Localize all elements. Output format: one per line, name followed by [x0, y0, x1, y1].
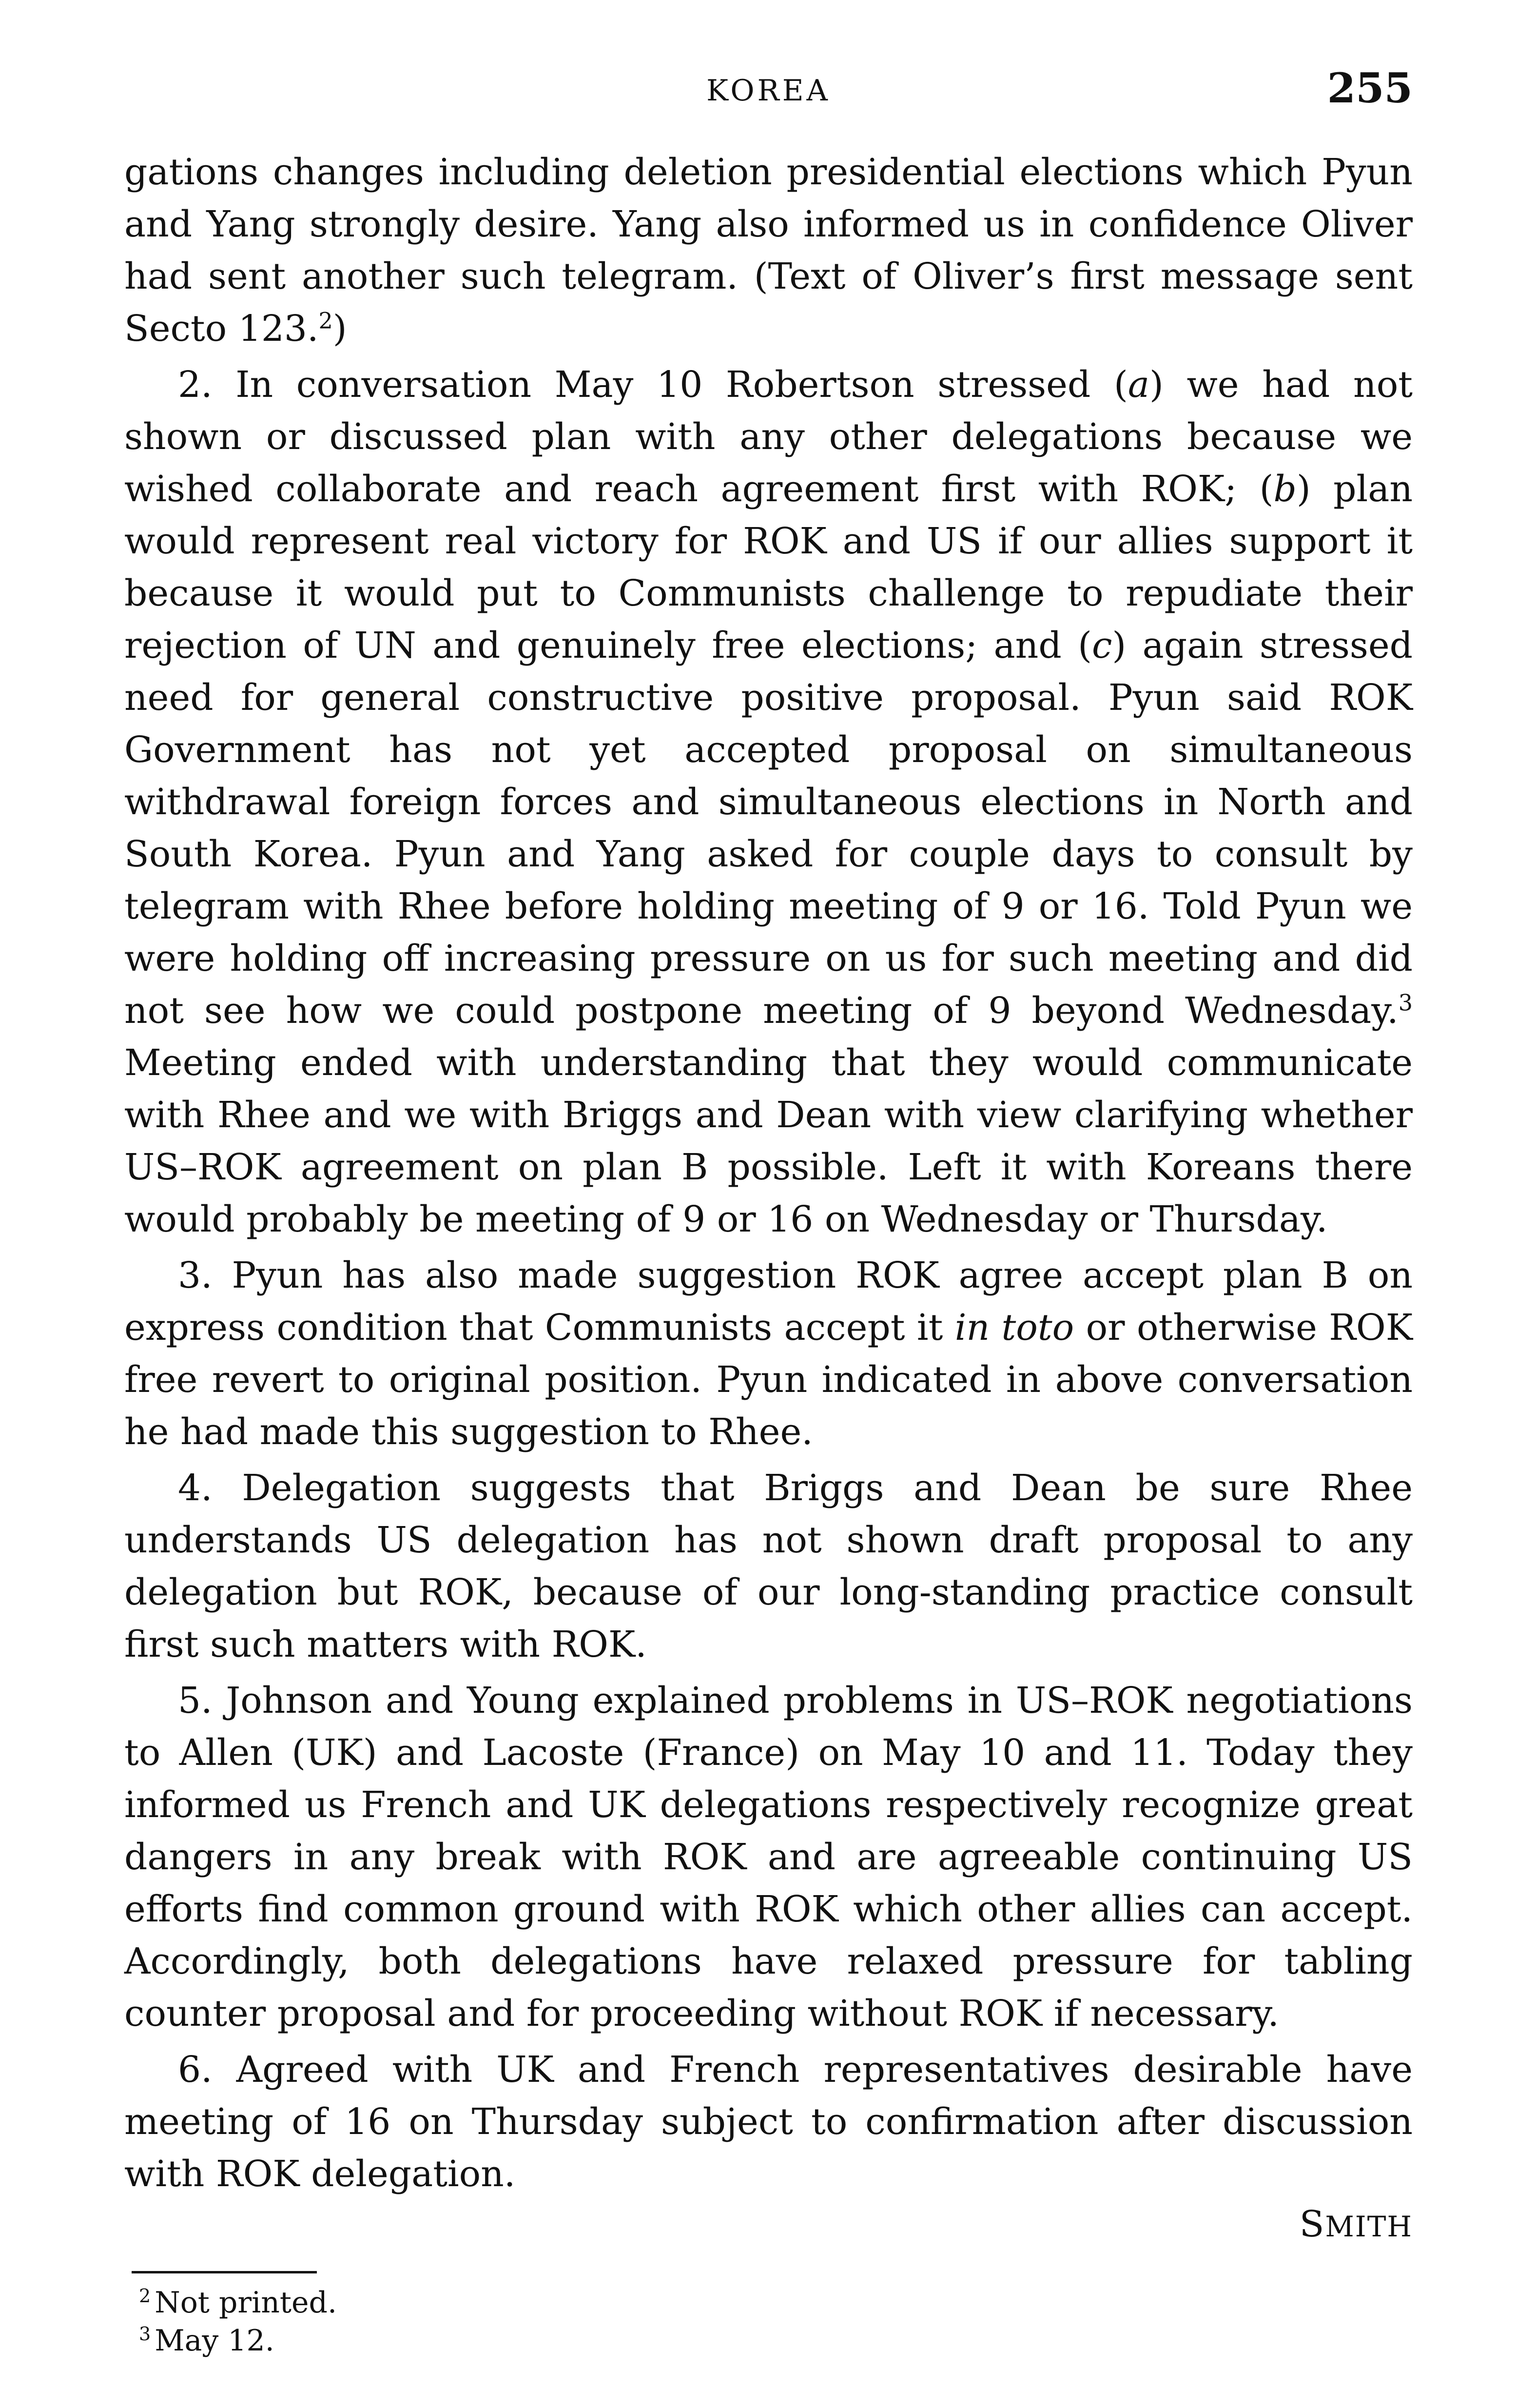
paragraph-2 [124, 359, 1413, 1246]
footnote-reference-3: 3 [1398, 989, 1413, 1016]
running-head [124, 61, 1413, 120]
paragraph-2-part-3: ) plan would represent real victory for ROK and US if our allies support it because it would put to Communists challenge to repudiate their rejection of UN and genuinely free elections; and ( [124, 468, 1413, 666]
paragraph-1-tail: ) [332, 308, 347, 350]
footnote-3-mark: 3 [139, 2323, 151, 2345]
running-title: KOREA [706, 74, 831, 108]
paragraph-2-part-2: ) we had not shown or discussed plan with any other delegations because we wished collaborate and reach agreement first with ROK; ( [124, 364, 1413, 510]
latin-phrase-in-toto: in toto [954, 1307, 1074, 1349]
paragraph-1-continuation [124, 146, 1413, 355]
paragraph-3 [124, 1250, 1413, 1458]
paragraph-3-part-1: 3. Pyun has also made suggestion ROK agree accept plan B on express condition that Communists accept it [124, 1254, 1413, 1349]
footnote-3-text: May 12. [155, 2324, 274, 2358]
paragraph-2-part-4: ) again stressed need for general constructive positive proposal. Pyun said ROK Government has not yet accepted proposal on simultaneous withdrawal foreign forces and simultaneous elections in North and South Korea. Pyun and Yang asked for couple days to consult by telegram with Rhee before holding meeting of 9 or 16. Told Pyun we were holding off increasing pressure on us for such meeting and did not see how we could postpone meeting of 9 beyond Wednesday. [124, 625, 1413, 1032]
signature [1300, 2200, 1413, 2251]
footnote-divider [132, 2271, 317, 2273]
paragraph-5: 5. Johnson and Young explained problems in US–ROK negotiations to Allen (UK) and Lacoste (France) on May 10 and 11. Today they informed us French and UK delegations respectively recognize great dangers in any break with ROK and are agreeable continuing US efforts find common ground with ROK which other allies can accept. Accordingly, both delegations have relaxed pressure for tabling counter proposal and for proceeding without ROK if necessary. [124, 1680, 1413, 2035]
paragraph-2-part-1: 2. In conversation May 10 Robertson stressed ( [178, 364, 1128, 406]
footnote-2 [139, 2284, 724, 2322]
paragraph-1-text: gations changes including deletion presidential elections which Pyun and Yang strongly desire. Yang also informed us in confidence Oliver had sent another such telegram. (Text of Oliver’s first message sent Secto 123. [124, 151, 1413, 350]
enumeration-c: c [1091, 625, 1112, 666]
body-text [124, 146, 1413, 2204]
paragraph-6: 6. Agreed with UK and French representatives desirable have meeting of 16 on Thursday subject to confirmation after discussion with ROK delegation. [124, 2049, 1413, 2195]
page-number: 255 [1327, 64, 1413, 112]
enumeration-b: b [1273, 468, 1297, 510]
footnote-reference-2: 2 [318, 307, 333, 334]
footnote-2-mark: 2 [139, 2285, 151, 2307]
paragraph-2-part-5: Meeting ended with understanding that they would communicate with Rhee and we with Briggs and Dean with view clarifying whether US–ROK agreement on plan B possible. Left it with Koreans there would probably be meeting of 9 or 16 on Wednesday or Thursday. [124, 1042, 1413, 1240]
signature-small-caps: MITH [1325, 2210, 1413, 2243]
paragraph-3-part-2: or otherwise ROK free revert to original position. Pyun indicated in above conversation he had made this suggestion to Rhee. [124, 1307, 1413, 1453]
footnotes [139, 2284, 724, 2360]
enumeration-a: a [1128, 364, 1149, 406]
paragraph-4: 4. Delegation suggests that Briggs and Dean be sure Rhee understands US delegation has not shown draft proposal to any delegation but ROK, because of our long-standing practice consult first such matters with ROK. [124, 1467, 1413, 1665]
footnote-3 [139, 2322, 724, 2360]
footnote-2-text: Not printed. [155, 2286, 337, 2320]
signature-initial: S [1299, 2203, 1325, 2245]
